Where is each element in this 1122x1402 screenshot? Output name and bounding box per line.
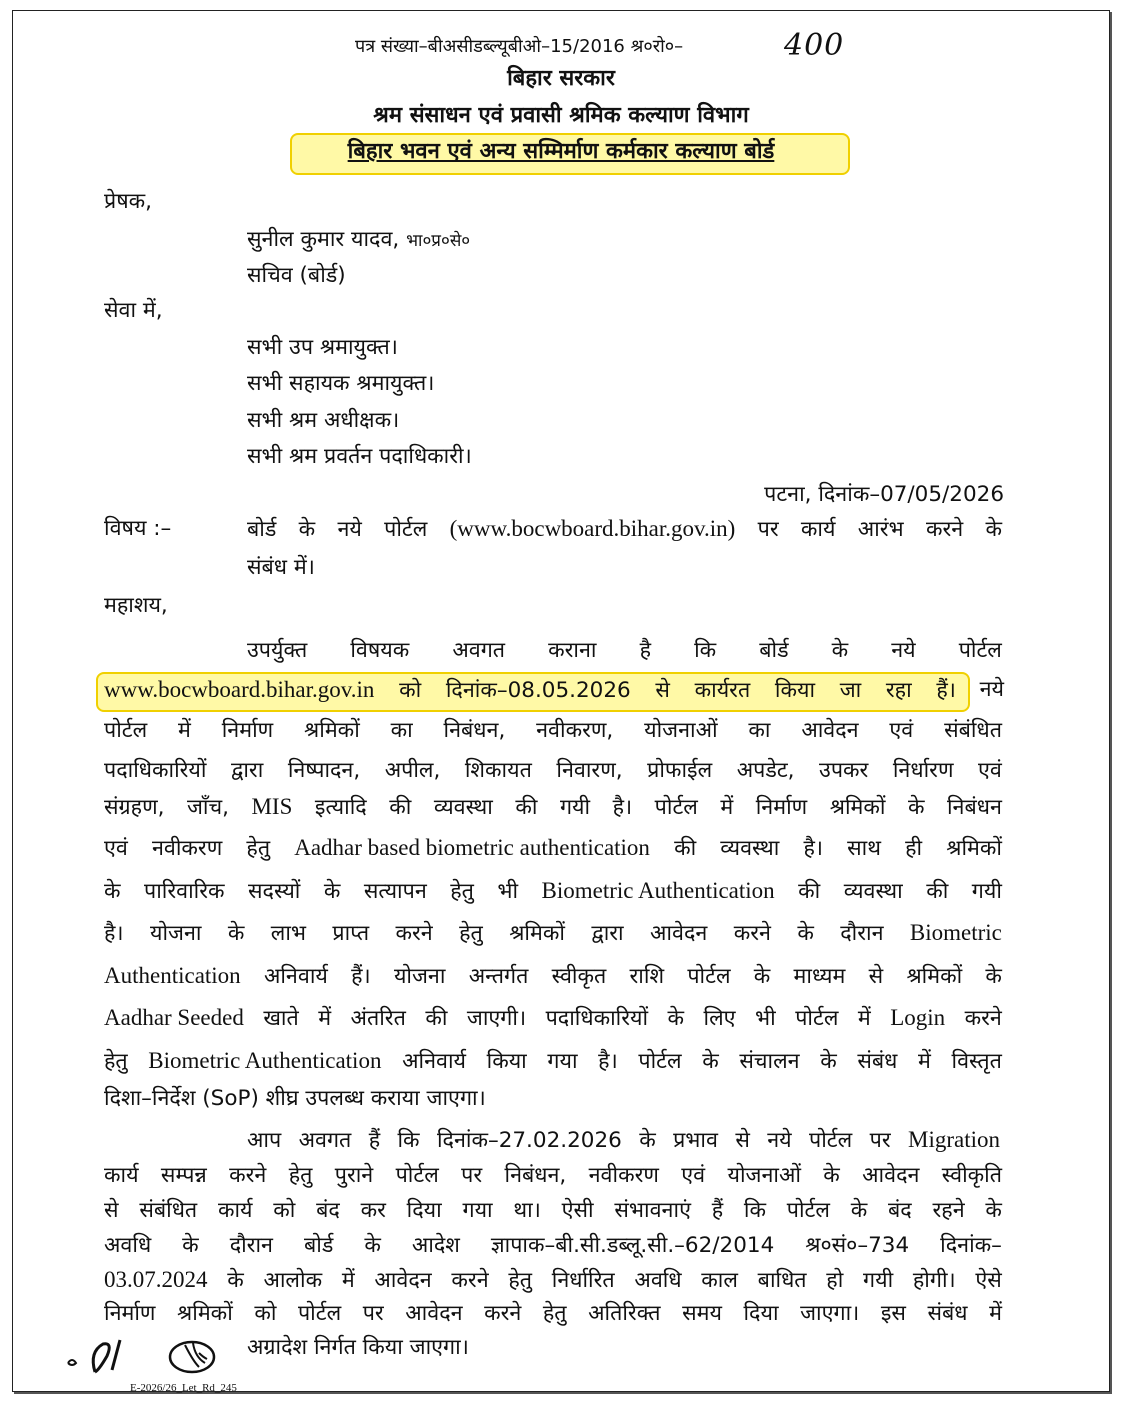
word: अन्तर्गत [468,964,529,989]
word: में [341,1268,355,1293]
word: हैं। [351,964,371,989]
subject-text [247,514,1002,546]
word: MIS [251,794,293,819]
word: के [797,921,814,946]
word: पर [869,1128,891,1153]
word: एवं [978,758,1002,783]
word: www.bocwboard.bihar.gov.in [104,677,375,702]
word: इस [880,1301,906,1326]
word: में [989,1301,1002,1326]
paragraph-line [104,756,1002,788]
word: श्रमिकों [829,795,886,820]
word: विषयक [350,638,410,663]
word: हेतु [542,1301,567,1326]
word: निर्धारण [892,758,954,783]
word: दौरान [840,921,884,946]
word: के [823,1163,840,1188]
word: पर [461,1163,483,1188]
word: श्र०सं०–734 [805,1233,910,1258]
word: पर [362,1301,384,1326]
initials-signature [60,1330,140,1380]
word: दिनांक– [940,1233,1002,1258]
paragraph-last-line: अग्रादेश निर्गत किया जाएगा। [247,1335,469,1360]
word: के [639,1128,656,1153]
word: कार्य [217,1198,253,1223]
word: कि [694,638,717,663]
word: आवेदन [650,921,708,946]
word: आलोक [263,1268,323,1293]
word: लिए [703,1006,736,1031]
sender-name: सुनील कुमार यादव, भा०प्र०से० [247,227,471,252]
paragraph-line-tail: नये [979,677,1004,702]
word: के [850,1198,868,1223]
word: उपर्युक्त [247,638,308,663]
word: बाधित [757,1268,807,1293]
word: हैं। [936,678,956,703]
word: कार्यरत [694,678,751,703]
word: हैं [711,1198,724,1223]
word: से [735,1128,750,1153]
word: बोर्ड [247,517,277,542]
word: आदेश [411,1233,460,1258]
word: हो [826,1268,844,1293]
word: निर्माण [104,1301,156,1326]
word: के [298,517,316,542]
word: काल [701,1268,738,1293]
paragraph-line [247,1125,1000,1157]
word: जाएगा। [800,1301,860,1326]
footer-file-code: E-2026/26_Let_Rd_245 [130,1382,237,1394]
word: प्रोफाईल [647,758,713,783]
word: पदाधिकारियों [104,758,207,783]
word: निर्माण [221,718,274,743]
word: कार्य [800,517,836,542]
word: योजनाओं [644,718,718,743]
subject-text-end: संबंध में। [247,555,315,580]
word: विस्तृत [951,1049,1002,1074]
word: हेतु [288,1163,313,1188]
word: ऐसी [561,1198,594,1223]
highlighted-line [104,675,956,707]
recipient-item: सभी श्रम अधीक्षक। [247,408,400,433]
word: कराना [548,638,597,663]
word: है [639,638,651,663]
paragraph-line [247,636,1002,668]
word: Authentication [104,963,241,988]
word: श्रमिकों [946,836,1002,861]
government-heading: बिहार सरकार [507,66,615,91]
word: होगी। [912,1268,956,1293]
word: में [918,1049,931,1074]
paragraph-line [104,876,1002,908]
word: लाभ [270,921,307,946]
sender-designation: सचिव (बोर्ड) [247,263,346,288]
recipient-item: सभी सहायक श्रमायुक्त। [247,371,435,396]
word: गया [462,1198,493,1223]
word: श्रमिकों [304,718,360,743]
word: आप [247,1128,282,1153]
word: भी [497,879,519,904]
word: बोर्ड [759,638,789,663]
word: भी [755,1006,776,1031]
word: पोर्टल [786,1198,830,1223]
word: है। [803,836,824,861]
recipient-item: सभी श्रम प्रवर्तन पदाधिकारी। [247,444,472,469]
word: गयी [971,879,1002,904]
paragraph-line [104,1161,1002,1193]
subject-label: विषय :– [104,516,172,541]
word: का [390,718,413,743]
word: नवीकरण, [536,718,614,743]
word: को [399,678,422,703]
word: श्रमिकों [177,1301,233,1326]
paragraph-line [104,1196,1002,1228]
word: है। [598,1049,618,1074]
word: अवधि [634,1268,682,1293]
word: पोर्टल [958,638,1002,663]
word: Biometric [909,920,1002,945]
word: में [318,1006,332,1031]
word: दिया [743,1301,779,1326]
word: अवगत [452,638,506,663]
word: कार्य [104,1163,139,1188]
word: आवेदन [862,1163,920,1188]
word: आवेदन [374,1268,432,1293]
word: हेतु [508,1268,533,1293]
word: बंद [888,1198,912,1223]
word: करने [451,1268,489,1293]
word: पोर्टल [384,517,428,542]
word: 03.07.2024 [104,1267,208,1292]
word: की [425,1006,448,1031]
word: करने [395,921,433,946]
word: साथ [847,836,881,861]
word: से [868,964,884,989]
word: निवारण, [556,758,623,783]
salutation: महाशय, [104,593,168,618]
word: आवेदन [405,1301,463,1326]
word: करने [964,1006,1002,1031]
word: के [227,921,245,946]
word: पारिवारिक [143,879,225,904]
word: कर [360,1198,386,1223]
word: नवीकरण [588,1163,659,1188]
word: पोर्टल [795,1006,839,1031]
word: के [667,1006,685,1031]
word: उपकर [819,758,869,783]
paragraph-line [104,1046,1002,1078]
word: स्वीकृति [941,1163,1002,1188]
scribble-signature [165,1333,227,1377]
word: पोर्टल [104,718,148,743]
word: निबंधन [946,795,1002,820]
word: पर [757,517,779,542]
word: गया [547,1049,578,1074]
word: द्वारा [591,921,624,946]
word: संचालन [739,1049,800,1074]
word: सदस्यों [248,879,301,904]
word: आरंभ [857,517,904,542]
word: रहा [885,678,912,703]
word: योजना [149,921,202,946]
word: राशि [629,964,665,989]
word: स्वीकृत [551,964,607,989]
word: पोर्टल [654,795,698,820]
word: से [655,678,670,703]
word: Migration [908,1127,1000,1152]
word: निबंधन, [443,718,506,743]
word: नये [891,638,916,663]
recipients-label: सेवा में, [104,298,163,323]
word: कि [397,1128,420,1153]
word: निष्पादन, [287,758,361,783]
word: संबंधित [944,718,1002,743]
word: के [702,1049,719,1074]
word: संबंध [927,1301,968,1326]
word: के [907,795,925,820]
word: जाएगी। [466,1006,527,1031]
word: है। [104,921,124,946]
word: की [515,795,538,820]
word: दिनांक–27.02.2026 [436,1128,622,1153]
word: निबंधन, [504,1163,567,1188]
word: निर्धारित [551,1268,615,1293]
word: करने [484,1301,522,1326]
word: योजनाओं [727,1163,801,1188]
word: को [273,1198,296,1223]
word: एवं [104,836,128,861]
word: (www.bocwboard.bihar.gov.in) [449,516,736,541]
word: हेतु [459,921,483,946]
word: की [926,879,949,904]
word: समय [682,1301,722,1326]
word: पोर्टल [687,964,731,989]
word: ऐसे [975,1268,1002,1293]
word: नये [767,1128,792,1153]
word: संभावनाएं [614,1198,691,1223]
word: पदाधिकारियों [545,1006,649,1031]
word: एवं [889,718,914,743]
word: प्रभाव [673,1128,718,1153]
word: व्यवस्था [720,836,780,861]
word: से [104,1198,119,1223]
word: अवगत [298,1128,352,1153]
reference-number: पत्र संख्या–बीअसीडब्ल्यूबीओ–15/2016 श्र०रो०– [355,36,684,57]
word: के [985,964,1002,989]
word: ही [905,836,923,861]
word: नवीकरण [151,836,223,861]
word: है। [612,795,633,820]
word: Aadhar based biometric authentication [294,835,650,860]
word: के [820,1049,837,1074]
word: के [364,1233,381,1258]
paragraph-line [104,1299,1002,1331]
word: करने [733,921,771,946]
word: नये [337,517,362,542]
word: पोर्टल [809,1128,853,1153]
word: Aadhar Seeded [104,1005,244,1030]
handwritten-number: 400 [784,28,845,63]
word: को [254,1301,277,1326]
paragraph-line [104,1231,1002,1263]
word: सत्यापन [363,879,427,904]
word: संबंधित [139,1198,198,1223]
word: के [227,1268,244,1293]
word: बंद [316,1198,340,1223]
word: अवधि [104,1233,152,1258]
word: जाँच, [186,795,229,820]
word: संबंध [857,1049,898,1074]
word: संग्रहण, [104,795,165,820]
word: किया [486,1049,527,1074]
word: कि [743,1198,766,1223]
word: व्यवस्था [433,795,493,820]
word: Login [890,1005,946,1030]
word: करने [925,517,964,542]
word: दौरान [229,1233,273,1258]
word: किया [774,678,816,703]
word: खाते [263,1006,299,1031]
word: प्राप्त [332,921,370,946]
paragraph-line [104,961,1002,993]
word: व्यवस्था [843,879,903,904]
board-heading: बिहार भवन एवं अन्य सम्मिर्माण कर्मकार कल्याण बोर्ड [347,139,775,164]
recipient-item: सभी उप श्रमायुक्त। [247,335,398,360]
word: में [178,718,191,743]
word: एवं [681,1163,706,1188]
word: अतिरिक्त [588,1301,661,1326]
word: श्रमिकों [509,921,565,946]
word: ज्ञापाक–बी.सी.डब्लू.सी.–62/2014 [490,1233,775,1258]
word: दिनांक–08.05.2026 [445,678,631,703]
word: में [720,795,734,820]
paragraph-line [104,716,1002,748]
word: हैं [368,1128,381,1153]
word: जा [839,678,862,703]
word: हेतु [104,1049,128,1074]
word: योजना [393,964,446,989]
word: आवेदन [801,718,859,743]
word: Biometric Authentication [541,878,775,903]
word: की [798,879,821,904]
word: माध्यम [793,964,846,989]
paragraph-line [104,1003,1002,1035]
word: रहने [932,1198,965,1223]
word: अनिवार्य [263,964,328,989]
word: की [674,836,697,861]
sender-label: प्रेषक, [104,189,153,214]
word: इत्यादि [314,795,367,820]
paragraph-line [104,833,1002,865]
word: के [104,879,121,904]
word: पुराने [334,1163,374,1188]
word: गयी [863,1268,894,1293]
word: के [182,1233,199,1258]
word: के [985,517,1002,542]
word: के [323,879,341,904]
word: Biometric Authentication [148,1048,382,1073]
word: के [753,964,771,989]
word: था। [513,1198,541,1223]
paragraph-line [104,792,1002,824]
word: शिकायत [464,758,532,783]
paragraph-line [104,1265,1002,1297]
word: श्रमिकों [906,964,963,989]
word: निर्माण [755,795,808,820]
word: का [748,718,771,743]
word: सम्पन्न [160,1163,207,1188]
word: दिया [406,1198,442,1223]
word: हेतु [450,879,474,904]
word: पोर्टल [297,1301,342,1326]
department-heading: श्रम संसाधन एवं प्रवासी श्रमिक कल्याण विभाग [373,103,749,128]
word: के [985,1198,1002,1223]
word: हेतु [246,836,271,861]
word: अंतरित [350,1006,406,1031]
word: के [831,638,849,663]
word: की [389,795,412,820]
word: अपडेट, [736,758,795,783]
word: द्वारा [231,758,264,783]
word: में [857,1006,871,1031]
word: गयी [559,795,591,820]
word: पोर्टल [638,1049,682,1074]
place-date: पटना, दिनांक–07/05/2026 [764,482,1004,507]
word: पोर्टल [395,1163,439,1188]
paragraph-last-line: दिशा–निर्देश (SoP) शीघ्र उपलब्ध कराया जाएगा। [104,1086,486,1111]
word: अपील, [384,758,441,783]
word: अनिवार्य [402,1049,466,1074]
word: बोर्ड [303,1233,334,1258]
word: करने [229,1163,267,1188]
paragraph-line [104,918,1002,950]
